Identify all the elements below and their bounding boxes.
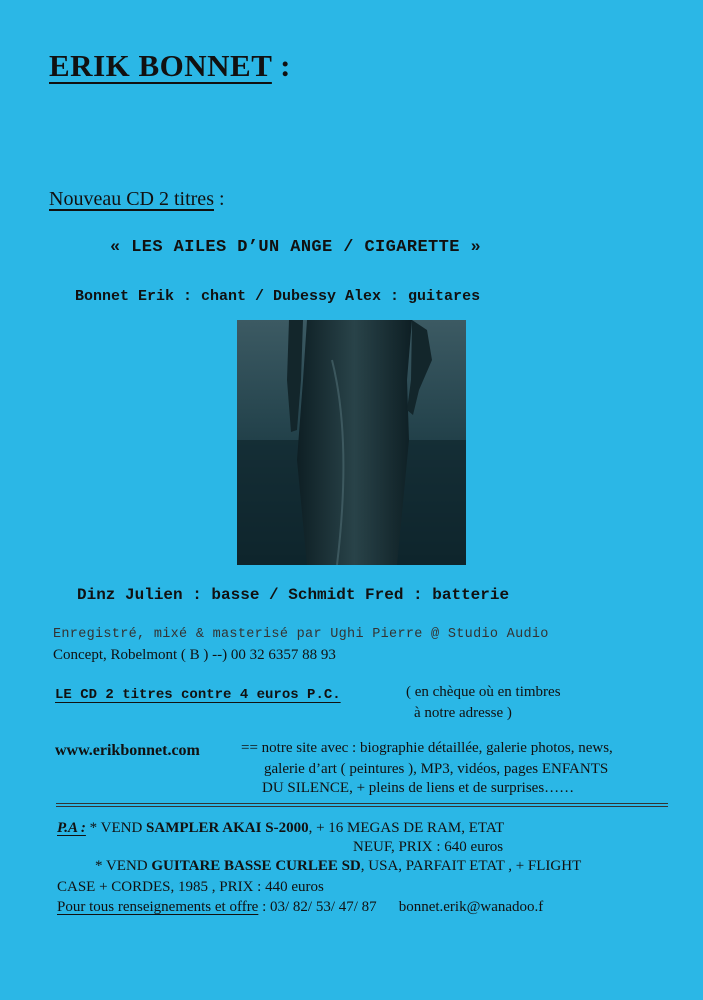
ad-2-item: GUITARE BASSE CURLEE SD — [151, 858, 361, 874]
ad-2-prefix: * VEND — [95, 858, 152, 874]
website-desc-3: DU SILENCE, + pleins de liens et de surprises…… — [262, 780, 575, 796]
recording-line-1: Enregistré, mixé & masterisé par Ughi Pierre @ Studio Audio — [53, 627, 549, 642]
cd-heading-colon: : — [213, 188, 225, 210]
cd-heading-text: Nouveau CD 2 titres — [49, 188, 214, 210]
ad-1-rest: , + 16 MEGAS DE RAM, ETAT — [308, 820, 505, 836]
website-desc-1: == notre site avec : biographie détaillée, galerie photos, news, — [241, 740, 613, 756]
website-desc-2: galerie d’art ( peintures ), MP3, vidéos, pages ENFANTS — [264, 761, 609, 777]
song-titles: « LES AILES D’UN ANGE / CIGARETTE » — [110, 238, 482, 257]
recording-line-2: Concept, Robelmont ( B ) --) 00 32 6357 88 93 — [53, 647, 336, 663]
credits-top: Bonnet Erik : chant / Dubessy Alex : guitares — [75, 288, 481, 305]
cd-cover-photo — [237, 320, 466, 565]
ad-2 — [95, 858, 581, 875]
price-note-1: ( en chèque où en timbres — [406, 684, 561, 700]
contact-label: Pour tous renseignements et offre — [57, 899, 259, 915]
contact-email[interactable]: bonnet.erik@wanadoo.f — [398, 899, 544, 915]
ad-1-line-2: NEUF, PRIX : 640 euros — [353, 839, 504, 855]
cd-heading — [49, 188, 225, 211]
ad-1-prefix: * VEND — [85, 820, 147, 836]
price-offer-text: LE CD 2 titres contre 4 euros P.C. — [55, 687, 341, 703]
price-offer — [55, 687, 341, 703]
ad-2-rest: , USA, PARFAIT ETAT , + FLIGHT — [360, 858, 582, 874]
credits-bottom: Dinz Julien : basse / Schmidt Fred : batterie — [77, 586, 510, 604]
contact-line — [57, 899, 543, 916]
title-colon: : — [271, 48, 291, 83]
price-note-2: à notre adresse ) — [414, 705, 512, 721]
page-title — [49, 48, 291, 84]
separator-rule — [56, 803, 668, 807]
ad-1-item: SAMPLER AKAI S-2000 — [146, 820, 309, 836]
cover-photo-image — [237, 320, 466, 565]
ad-1 — [57, 820, 504, 837]
ad-2-line-2: CASE + CORDES, 1985 , PRIX : 440 euros — [57, 879, 324, 895]
contact-phone: : 03/ 82/ 53/ 47/ 87 — [258, 899, 377, 915]
artist-name: ERIK BONNET — [49, 48, 272, 83]
website-link[interactable]: www.erikbonnet.com — [55, 742, 200, 759]
ads-label: P.A : — [57, 820, 86, 836]
